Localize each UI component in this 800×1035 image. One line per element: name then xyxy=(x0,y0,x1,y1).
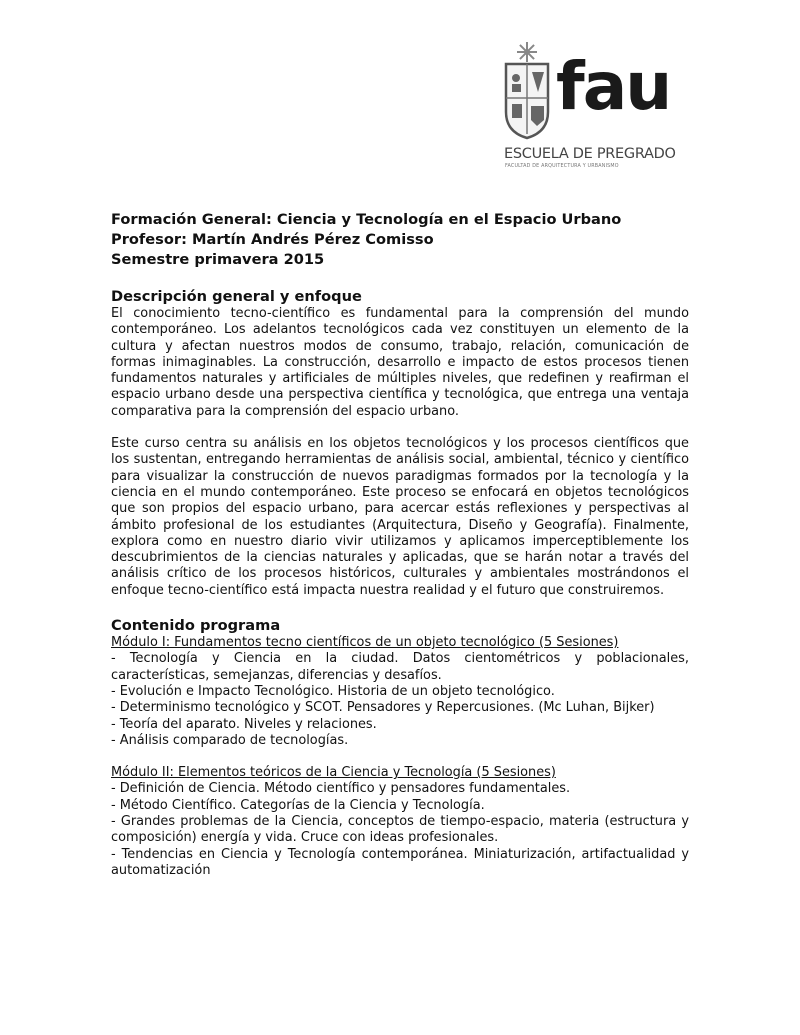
description-heading: Descripción general y enfoque xyxy=(111,288,362,305)
professor-name: Profesor: Martín Andrés Pérez Comisso xyxy=(111,231,434,248)
description-paragraph: Este curso centra su análisis en los objetos tecnológicos y los procesos científicos que los sustentan, entregando herramientas de análisis social, ambiental, técnico y científico para visualizar la construcción de nuevos paradigmas formados por la tecnología y la ciencia en el mundo contemporáneo. Este proceso se enfocará en objetos tecnológicos que son propios del espacio urbano, para acercar estás reflexiones y perspectivas al ámbito profesional de los estudiantes (Arquitectura, Diseño y Geografía). Finalmente, explora como en nuestro diario vivir utilizamos y aplicamos imperceptiblemente los descubrimientos de la ciencias naturales y aplicadas, que se harán notar a través del análisis crítico de los procesos históricos, culturales y ambientales mostrándonos el enfoque tecno-científico está impacta nuestra realidad y el futuro que construiremos. xyxy=(111,436,689,598)
course-title: Formación General: Ciencia y Tecnología en el Espacio Urbano xyxy=(111,211,622,228)
fau-logo xyxy=(500,42,690,177)
program-heading: Contenido programa xyxy=(111,617,281,635)
list-item: - Definición de Ciencia. Método científico y pensadores fundamentales. xyxy=(111,781,571,797)
logo-school-name: ESCUELA DE PREGRADO xyxy=(504,146,676,162)
logo-wordmark: fau xyxy=(556,48,671,125)
document-body xyxy=(111,210,689,879)
list-item: - Tendencias en Ciencia y Tecnología contemporánea. Miniaturización, artifactualidad y automatización xyxy=(111,846,689,878)
list-item: - Tecnología y Ciencia en la ciudad. Datos cientométricos y poblacionales, características, semejanzas, diferencias y desafíos. xyxy=(111,651,689,683)
logo-faculty-name: FACULTAD DE ARQUITECTURA Y URBANISMO xyxy=(505,164,619,169)
list-item: - Evolución e Impacto Tecnológico. Historia de un objeto tecnológico. xyxy=(111,683,555,699)
university-crest-icon xyxy=(500,42,554,142)
module-2-list xyxy=(111,781,689,879)
module-1-title: Módulo I: Fundamentos tecno científicos de un objeto tecnológico (5 Sesiones) xyxy=(111,635,619,651)
module-1-list xyxy=(111,651,689,749)
module-2-title: Módulo II: Elementos teóricos de la Ciencia y Tecnología (5 Sesiones) xyxy=(111,765,556,781)
list-item: - Grandes problemas de la Ciencia, conceptos de tiempo-espacio, materia (estructura y composición) energía y vida. Cruce con ideas profesionales. xyxy=(111,814,689,846)
list-item: - Teoría del aparato. Niveles y relaciones. xyxy=(111,716,377,732)
semester: Semestre primavera 2015 xyxy=(111,251,325,268)
description-paragraph: El conocimiento tecno-científico es fundamental para la comprensión del mundo contemporáneo. Los adelantos tecnológicos cada vez constituyen un elemento de la cultura y afectan nuestros modos de consumo, trabajo, relación, comunicación de formas inimaginables. La construcción, desarrollo e impacto de estos procesos tienen fundamentos naturales y artificiales de múltiples niveles, que redefinen y reafirman el espacio urbano desde una perspectiva científica y tecnológica, que entrega una ventaja comparativa para la comprensión del espacio urbano. xyxy=(111,306,689,419)
list-item: - Método Científico. Categorías de la Ciencia y Tecnología. xyxy=(111,797,485,813)
list-item: - Análisis comparado de tecnologías. xyxy=(111,732,349,748)
list-item: - Determinismo tecnológico y SCOT. Pensadores y Repercusiones. (Mc Luhan, Bijker) xyxy=(111,700,655,716)
